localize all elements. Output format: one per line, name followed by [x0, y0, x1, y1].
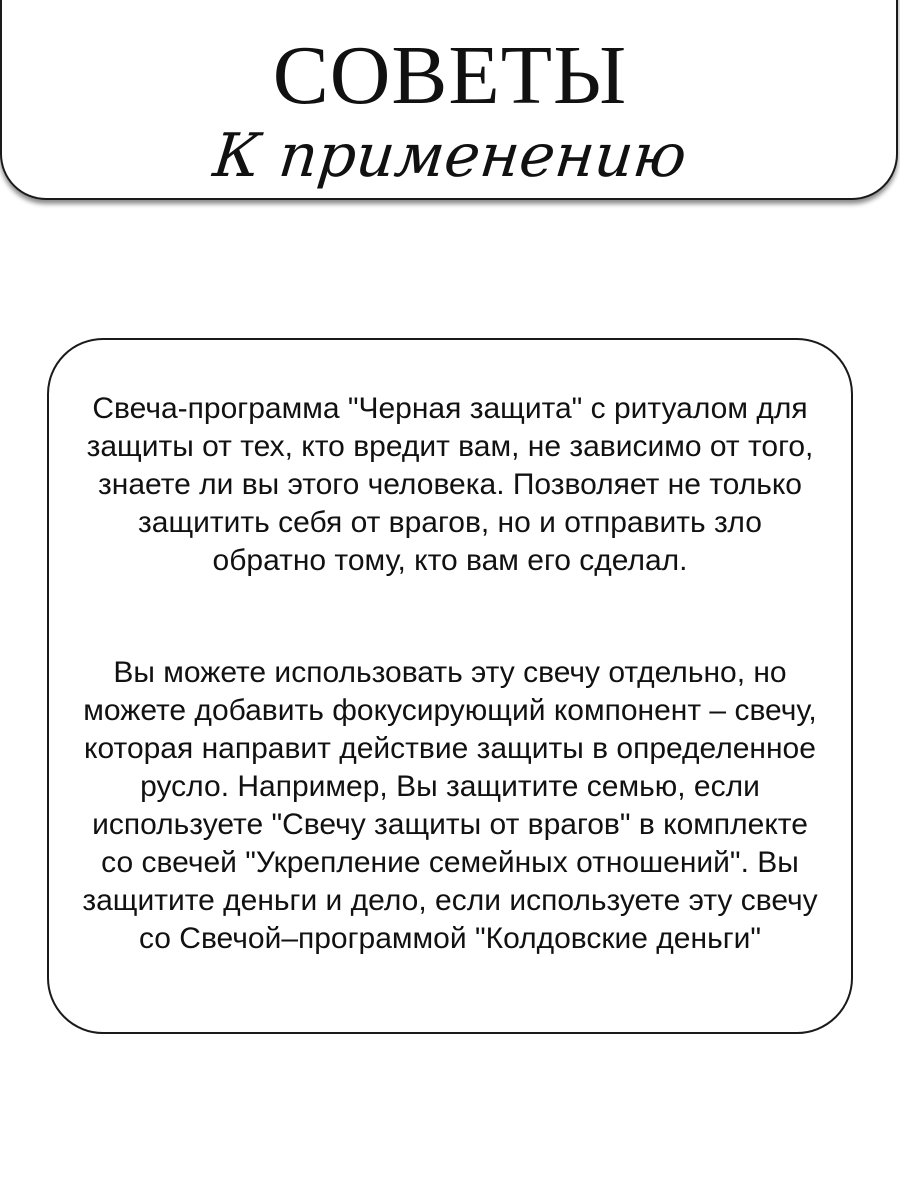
description-paragraph: Свеча-программа "Черная защита" с ритуалом для защиты от тех, кто вредит вам, не зависимо от того, знаете ли вы этого человека. Позволяет не только защитить себя от врагов, но и отправить зло обратно тому, кто вам его сделал. [86, 392, 814, 577]
page-subtitle: К применению [210, 121, 690, 191]
content-card [47, 338, 853, 1034]
usage-paragraph: Вы можете использовать эту свечу отдельно, но можете добавить фокусирующий компонент – свечу, которая направит действие защиты в определенное русло. Например, Вы защитите семью, если используете "Свечу защиты от врагов" в комплекте со свечей "Укрепление семейных отношений". Вы защитите деньги и дело, если используете эту свечу со Свечой–программой "Колдовские деньги" [82, 656, 818, 955]
page-title: СОВЕТЫ [272, 29, 628, 122]
